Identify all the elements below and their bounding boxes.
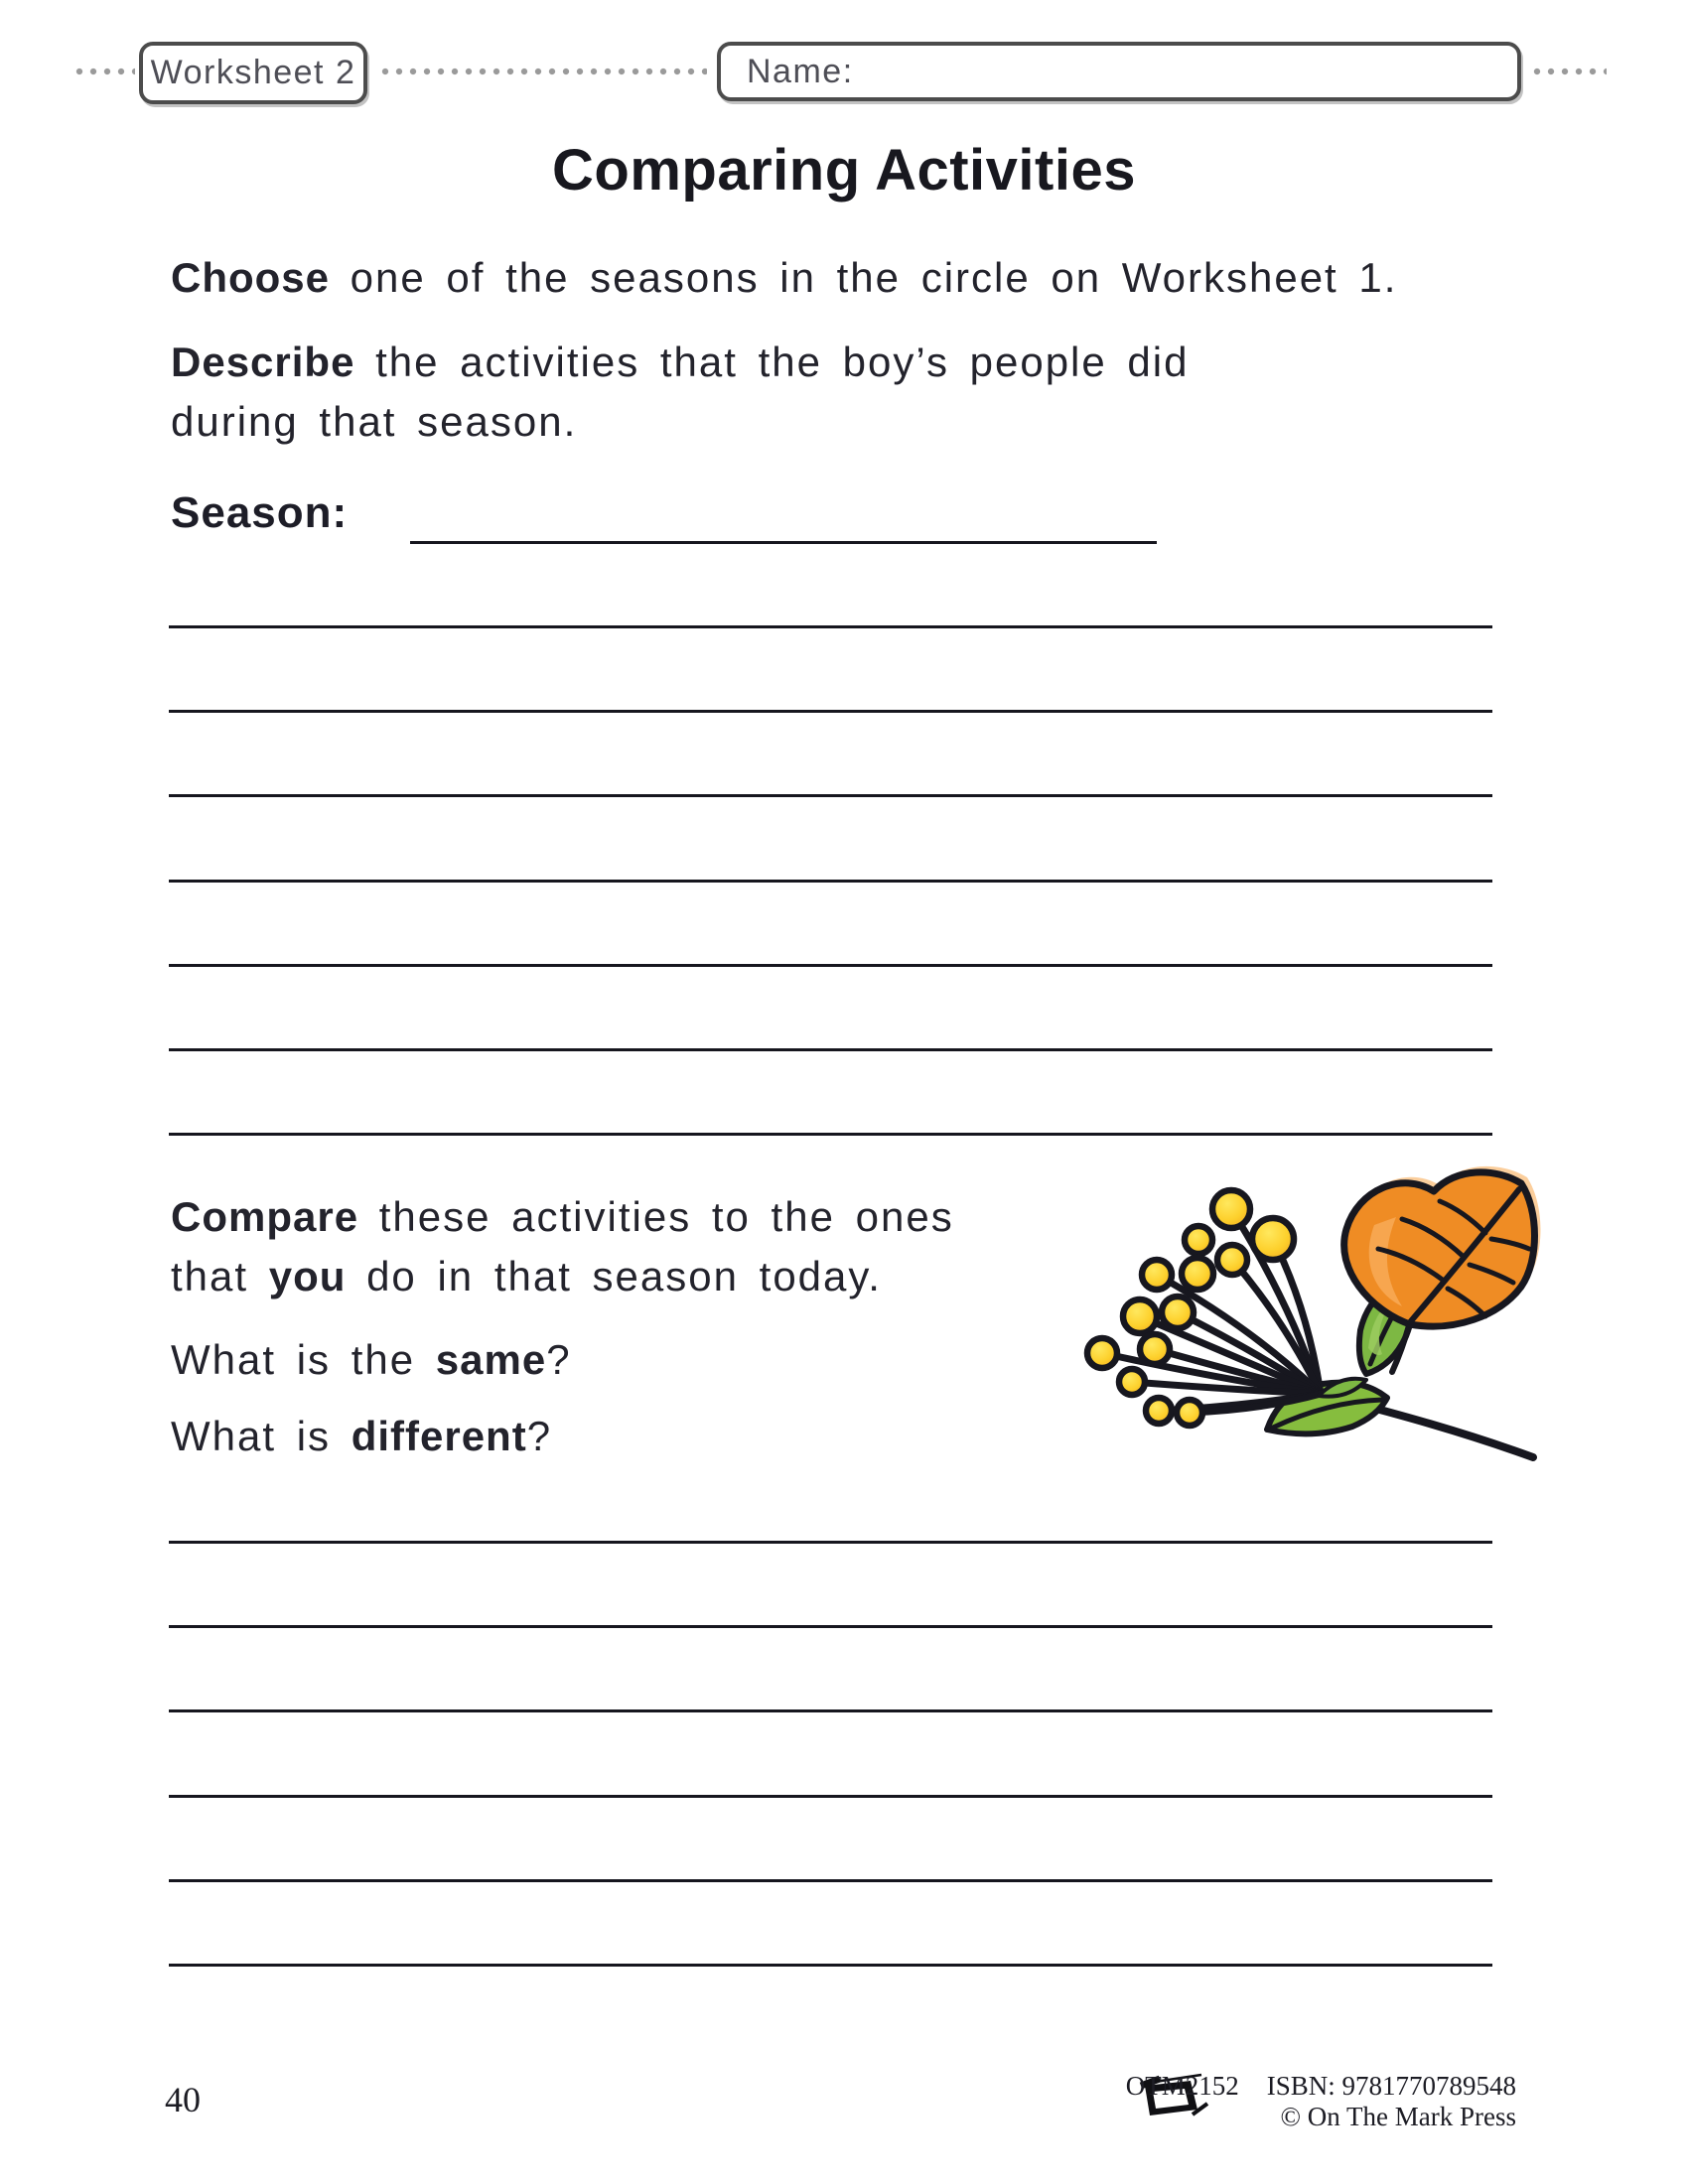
publisher-info — [1126, 2071, 1516, 2132]
product-isbn-line — [1126, 2071, 1516, 2102]
instruction-compare: Compare these activities to the ones that you do in that season today. — [171, 1193, 954, 1299]
writing-line[interactable] — [169, 880, 1492, 883]
writing-line[interactable] — [169, 1133, 1492, 1136]
instruction-choose: Choose one of the seasons in the circle on Worksheet 1. — [171, 254, 1398, 301]
writing-line[interactable] — [169, 625, 1492, 628]
worksheet-tab — [139, 42, 367, 104]
writing-line[interactable] — [169, 1879, 1492, 1882]
worksheet-tab-label: Worksheet 2 — [150, 54, 356, 91]
autumn-branch-illustration — [1074, 1160, 1549, 1479]
name-label: Name: — [747, 52, 854, 90]
season-label: Season: — [171, 488, 349, 537]
page-title: Comparing Activities — [552, 138, 1136, 203]
writing-line[interactable] — [169, 964, 1492, 967]
product-code: OTM2152 — [1125, 2071, 1239, 2101]
copyright: © On The Mark Press — [1280, 2102, 1516, 2131]
writing-section-1 — [169, 625, 1492, 1217]
dotted-connector-left — [73, 66, 135, 77]
page-number: 40 — [165, 2080, 201, 2119]
writing-line[interactable] — [169, 1048, 1492, 1051]
writing-section-2 — [169, 1541, 1492, 2048]
writing-line[interactable] — [169, 1795, 1492, 1798]
season-answer-line[interactable] — [410, 541, 1157, 544]
writing-line[interactable] — [169, 710, 1492, 713]
question-different: What is different? — [171, 1413, 553, 1459]
isbn: ISBN: 9781770789548 — [1266, 2071, 1516, 2101]
writing-line[interactable] — [169, 1709, 1492, 1712]
instruction-describe: Describe the activities that the boy’s people did during that season. — [171, 339, 1190, 445]
writing-line[interactable] — [169, 1625, 1492, 1628]
dotted-connector-middle — [379, 66, 707, 77]
writing-line[interactable] — [169, 1541, 1492, 1544]
question-same: What is the same? — [171, 1336, 572, 1383]
dotted-connector-right — [1531, 66, 1607, 77]
writing-line[interactable] — [169, 1964, 1492, 1967]
writing-line[interactable] — [169, 794, 1492, 797]
name-input-area[interactable] — [717, 42, 1521, 101]
